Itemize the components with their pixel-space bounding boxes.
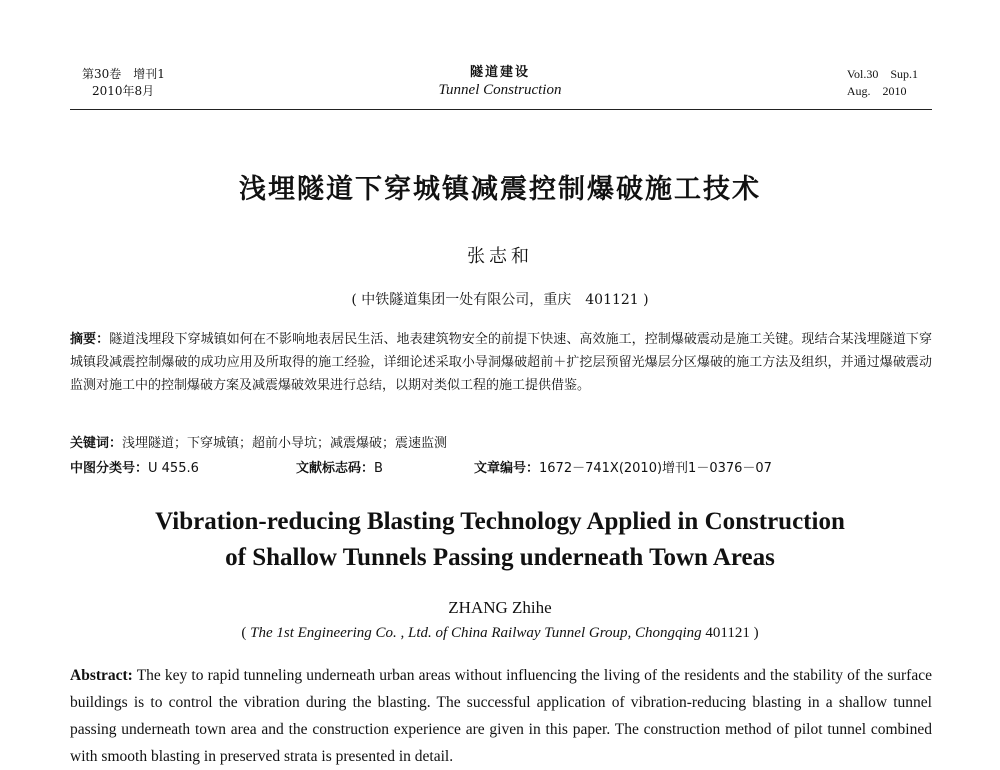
keywords-cn-text: 浅埋隧道；下穿城镇；超前小导坑；减震爆破；震速监测 <box>122 436 448 451</box>
abstract-cn <box>70 328 932 397</box>
header-divider <box>70 109 932 110</box>
clc-number <box>70 457 199 476</box>
paper-title-en-line1: Vibration-reducing Blasting Technology Applied in Construction <box>155 508 845 535</box>
document-code <box>296 457 383 476</box>
journal-volume-info-en <box>847 66 918 100</box>
affiliation-en-org: The 1st Engineering Co. , Ltd. of China Railway Tunnel Group, Chongqing <box>250 625 702 641</box>
abstract-cn-text: 隧道浅埋段下穿城镇如何在不影响地表居民生活、地表建筑物安全的前提下快速、高效施工，控制爆破震动是施工关键。现结合某浅埋隧道下穿城镇段减震控制爆破的成功应用及所取得的施工经验，详细论述采取小导洞爆破超前＋扩挖层预留光爆层分区爆破的施工方法及组织，并通过爆破震动监测对施工中的控制爆破方案及减震爆破效果进行总结，以期对类似工程的施工提供借鉴。 <box>70 332 932 393</box>
affiliation-cn: ( 中铁隧道集团一处有限公司，重庆 401121 ) <box>351 292 649 308</box>
publication-date-cn: 2010年8月 <box>92 84 155 98</box>
publication-date-en: Aug. 2010 <box>846 84 907 98</box>
keywords-cn-label: 关键词： <box>70 436 123 451</box>
article-value: 1672－741X(2010)增刊1－0376－07 <box>539 461 772 476</box>
volume-issue: 第30卷 增刊1 <box>82 67 165 81</box>
paper-title-en <box>0 504 1000 576</box>
author-en: ZHANG Zhihe <box>448 598 552 617</box>
affiliation-en <box>0 625 1000 642</box>
doc-label: 文献标志码： <box>296 461 375 476</box>
doc-value: B <box>374 461 383 476</box>
abstract-en-label: Abstract: <box>70 667 133 684</box>
abstract-cn-label: 摘要： <box>70 332 110 347</box>
keywords-cn <box>70 432 447 451</box>
article-label: 文章编号： <box>474 461 540 476</box>
affiliation-en-zip: 401121 ) <box>701 625 759 641</box>
paper-title-en-line2: of Shallow Tunnels Passing underneath Town Areas <box>225 544 775 571</box>
journal-name-cn: 隧道建设 <box>469 65 530 80</box>
abstract-en <box>70 662 932 770</box>
abstract-en-text: The key to rapid tunneling underneath urban areas without influencing the living of the residents and the stability of the surface buildings is to control the vibration during the blasting. The successful application of vibration-reducing blasting in a shallow tunnel passing underneath town area and the construction experience are given in this paper. The construction method of pilot tunnel combined with smooth blasting in preserved strata is presented in detail. <box>70 667 932 765</box>
journal-name-en: Tunnel Construction <box>438 82 562 98</box>
volume-issue-en: Vol.30 Sup.1 <box>846 67 918 81</box>
article-number <box>474 457 772 476</box>
paper-title-cn: 浅埋隧道下穿城镇减震控制爆破施工技术 <box>239 174 761 205</box>
clc-value: U 455.6 <box>148 461 199 476</box>
affiliation-en-open: ( <box>241 625 251 641</box>
author-cn: 张志和 <box>467 246 533 267</box>
clc-label: 中图分类号： <box>70 461 149 476</box>
